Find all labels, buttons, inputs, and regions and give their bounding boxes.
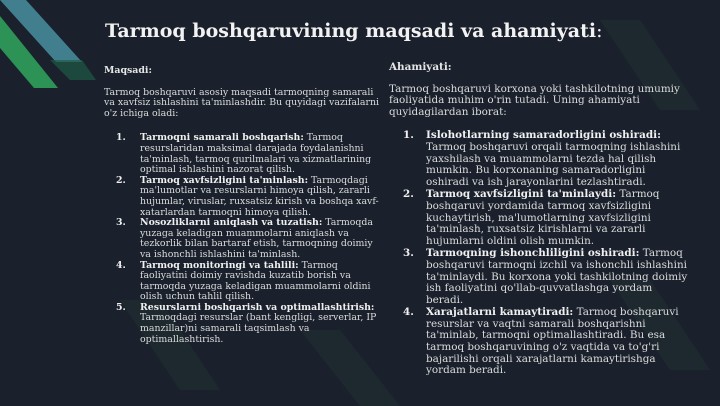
right-list-item-2 xyxy=(389,189,689,247)
right-intro: Tarmoq boshqaruvi korxona yoki tashkilotning umumiy faoliyatida muhim o'rin tutadi. Uning ahamiyati quyidagilardan iborat: xyxy=(389,82,680,118)
item-title: Nosozliklarni aniqlash va tuzatish: xyxy=(140,217,323,229)
item-number: 3. xyxy=(116,217,126,229)
slide-title xyxy=(105,20,603,42)
left-column xyxy=(104,66,382,345)
item-number: 1. xyxy=(403,129,414,142)
item-title: Tarmoq xavfsizligini ta'minlash: xyxy=(140,174,309,186)
item-number: 1. xyxy=(116,132,126,144)
item-title: Resurslarni boshqarish va optimallashtirish: xyxy=(140,301,375,313)
item-text: Tarmoqdagi resurslar (bant kengligi, serverlar, IP manzillar)ni samarali taqsimlash va optimallashtirish. xyxy=(140,312,377,345)
item-title: Islohotlarning samaradorligini oshiradi: xyxy=(426,129,661,142)
item-number: 4. xyxy=(116,259,126,271)
item-text: Tarmoq resurslaridan maksimal darajada foydalanishni ta'minlash, tarmoq qurilmalari va xizmatlarining optimal ishlashini nazorat qilish. xyxy=(140,132,372,176)
item-number: 3. xyxy=(403,247,414,260)
item-text: Tarmoqda yuzaga keladigan muammolarni aniqlash va tezkorlik bilan bartaraf etish, tarmoqning doimiy va ishonchli ishlashini ta'minlash. xyxy=(140,217,374,260)
title-colon: : xyxy=(596,20,603,42)
item-text: Tarmoq boshqaruvi orqali tarmoqning ishlashini yaxshilash va muammolarni tezda hal qilish mumkin. Bu korxonaning samaradorligini oshiradi va ish jarayonlarini tezlashtiradi. xyxy=(426,140,681,188)
left-heading: Maqsadi: xyxy=(104,65,152,76)
slide-title-text: Tarmoq boshqaruvining maqsadi va ahamiyati xyxy=(105,20,597,42)
left-list-item-1 xyxy=(104,133,382,175)
item-text: Tarmoq boshqaruvi resurslar va vaqtni samarali boshqarishni ta'minlab, tarmoqni optimallashtiradi. Bu esa tarmoq boshqaruvining o'z vaqtida va to'g'ri bajarilishi orqali xarajatlarni kamaytirishga yordam beradi. xyxy=(426,306,679,377)
right-heading: Ahamiyati: xyxy=(389,61,452,73)
item-title: Tarmoqni samarali boshqarish: xyxy=(140,132,304,144)
left-list-item-2 xyxy=(104,176,382,218)
right-column xyxy=(389,62,689,378)
item-text: Tarmoqdagi ma'lumotlar va resurslarni himoya qilish, zararli hujumlar, viruslar, ruxsatsiz kirish va boshqa xavf-xatarlardan tarmoqni himoya qilish. xyxy=(140,174,379,218)
item-text: Tarmoq boshqaruvi tarmoqni izchil va ishonchli ishlashini ta'minlaydi. Bu korxona yoki tashkilotning doimiy ish faoliyatini qo'llab-quvvatlashga yordam beradi. xyxy=(426,247,688,306)
left-list xyxy=(104,133,382,345)
item-number: 2. xyxy=(116,174,126,186)
right-list-item-1 xyxy=(389,130,689,188)
item-title: Xarajatlarni kamaytiradi: xyxy=(426,306,574,319)
item-title: Tarmoqning ishonchliligini oshiradi: xyxy=(426,247,640,260)
left-list-item-5 xyxy=(104,303,382,345)
left-list-item-4 xyxy=(104,261,382,303)
item-number: 2. xyxy=(403,188,414,201)
item-text: Tarmoq faoliyatini doimiy ravishda kuzatib borish va tarmoqda yuzaga keladigan muammolarni oldini olish uchun tahlil qilish. xyxy=(140,259,371,303)
left-list-item-3 xyxy=(104,218,382,260)
left-intro: Tarmoq boshqaruvi asosiy maqsadi tarmoqning samarali va xavfsiz ishlashini ta'minlashdir. Bu quyidagi vazifalarni o'z ichiga oladi: xyxy=(104,86,380,119)
item-number: 4. xyxy=(403,306,414,319)
item-title: Tarmoq xavfsizligini ta'minlaydi: xyxy=(426,188,617,201)
item-text: Tarmoq boshqaruvi yordamida tarmoq xavfsizligini kuchaytirish, ma'lumotlarning xavfsizligini ta'minlash, ruxsatsiz kirishlarni va zararli hujumlarni oldini olish mumkin. xyxy=(426,188,660,247)
right-list-item-3 xyxy=(389,248,689,306)
right-list-item-4 xyxy=(389,307,689,377)
item-title: Tarmoq monitoringi va tahlili: xyxy=(140,259,299,271)
right-list xyxy=(389,130,689,376)
item-number: 5. xyxy=(116,301,126,313)
